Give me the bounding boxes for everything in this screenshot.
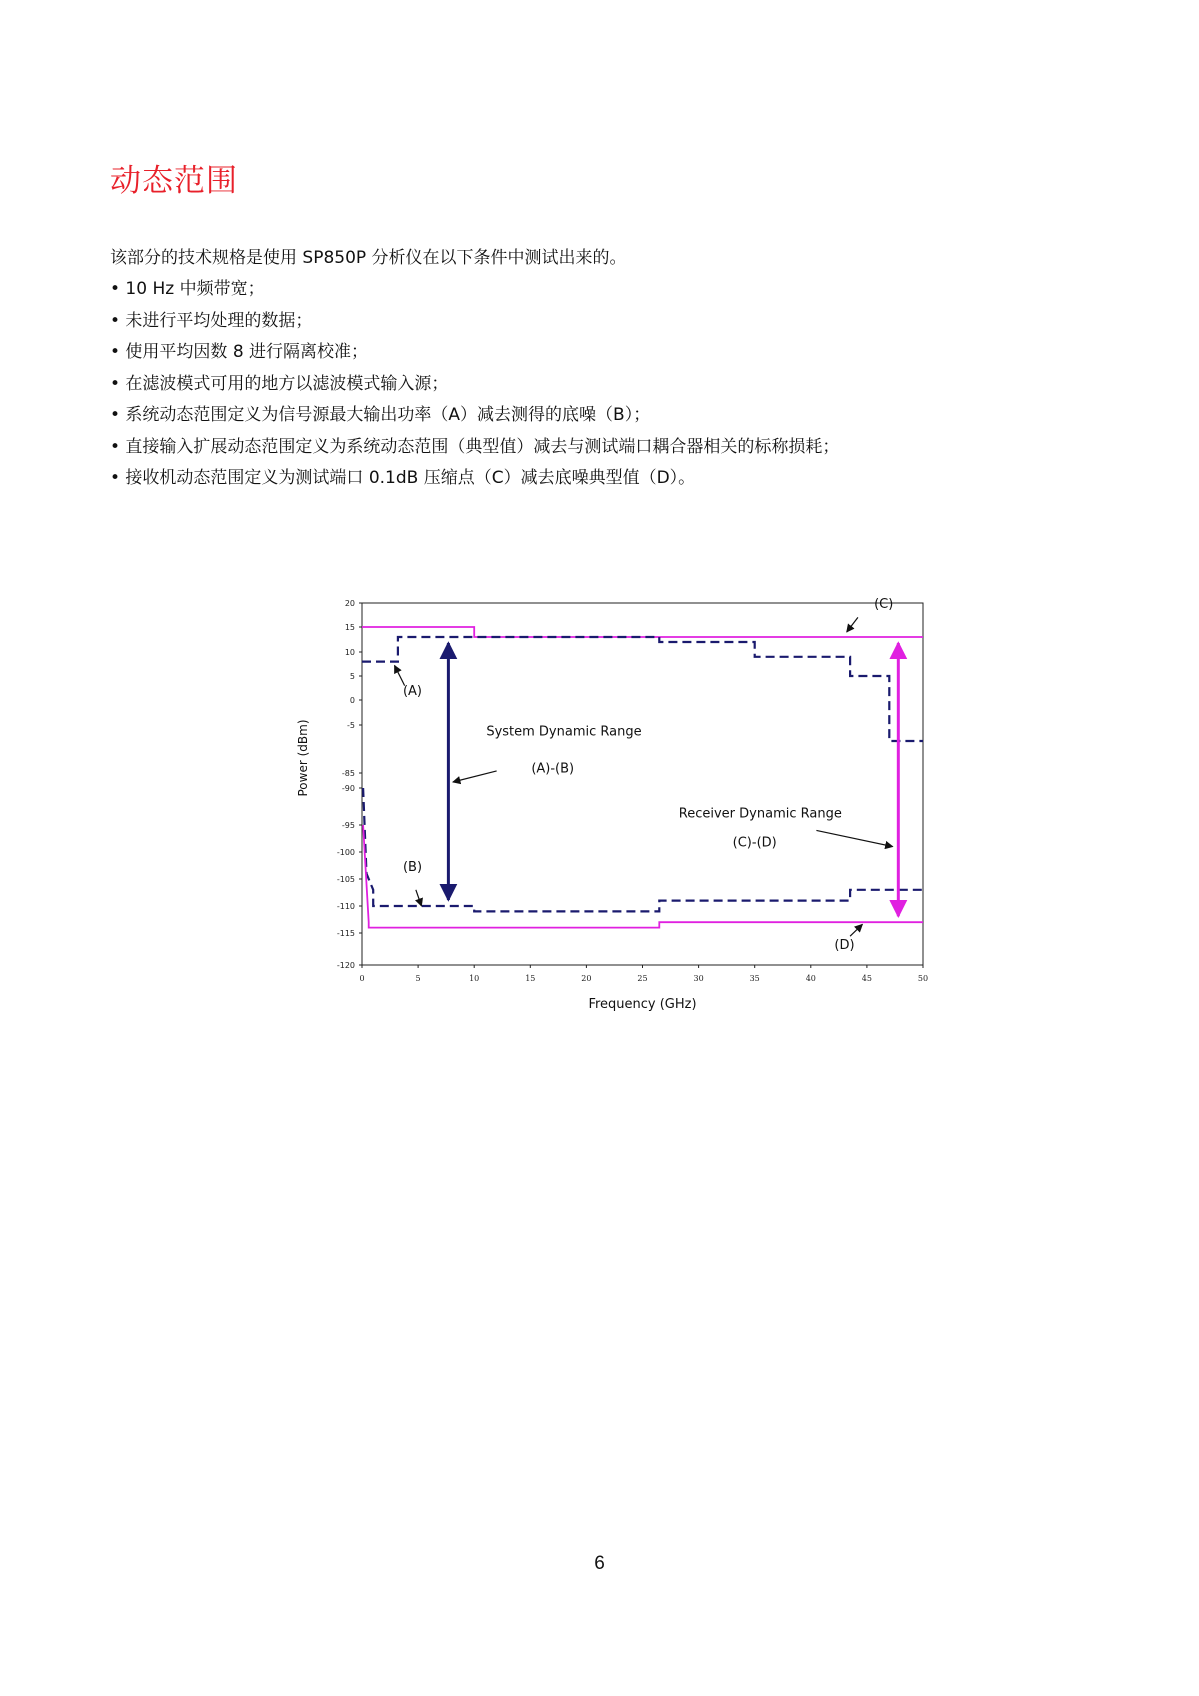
- x-tick-label: 30: [693, 974, 704, 983]
- y-tick-label: 20: [344, 599, 355, 608]
- y-tick-label: -5: [347, 721, 355, 730]
- y-tick-label: -90: [341, 784, 355, 793]
- section-title: 动态范围: [110, 163, 238, 199]
- annotation-pointer: [816, 830, 892, 846]
- y-tick-label: 15: [344, 623, 355, 632]
- chart-annotation: (C)-(D): [732, 835, 777, 851]
- series-line-magenta: [362, 627, 923, 637]
- annotation-pointer: [850, 924, 862, 936]
- x-tick-label: 0: [359, 974, 365, 983]
- annotation-pointer: [416, 890, 422, 906]
- x-tick-label: 35: [749, 974, 760, 983]
- chart-annotation: (A): [402, 684, 423, 700]
- chart-annotation: (D): [834, 938, 855, 953]
- series-line-navy-dashed: [362, 637, 923, 741]
- list-item: • 10 Hz 中频带宽；: [110, 279, 265, 299]
- list-item: • 接收机动态范围定义为测试端口 0.1dB 压缩点（C）减去底噪典型值（D）。: [110, 468, 696, 488]
- list-item: • 系统动态范围定义为信号源最大输出功率（A）减去测得的底噪（B）；: [110, 405, 651, 425]
- x-tick-label: 15: [525, 974, 536, 983]
- dynamic-range-chart: [280, 588, 940, 1028]
- list-item: • 直接输入扩展动态范围定义为系统动态范围（典型值）减去与测试端口耦合器相关的标称损耗；: [110, 436, 840, 457]
- annotation-pointer: [847, 617, 858, 632]
- x-tick-label: 50: [917, 974, 929, 983]
- annotation-pointer: [395, 665, 405, 685]
- x-tick-label: 40: [805, 974, 816, 983]
- chart-annotation: (A)-(B): [531, 761, 575, 777]
- y-tick-label: -110: [336, 902, 355, 911]
- chart-annotation: Receiver Dynamic Range: [678, 806, 842, 822]
- intro-paragraph: 该部分的技术规格是使用 SP850P 分析仪在以下条件中测试出来的。: [110, 248, 627, 268]
- page-number: 6: [594, 1553, 605, 1574]
- y-tick-label: -100: [336, 848, 355, 857]
- list-item: • 在滤波模式可用的地方以滤波模式输入源；: [110, 373, 449, 394]
- y-tick-label: -95: [341, 821, 355, 830]
- list-item: • 使用平均因数 8 进行隔离校准；: [110, 342, 369, 362]
- y-tick-label: -115: [336, 929, 355, 938]
- y-axis-label: Power (dBm): [296, 719, 310, 797]
- chart-svg: [280, 588, 940, 1028]
- chart-annotation: System Dynamic Range: [486, 724, 642, 740]
- y-tick-label: 0: [349, 696, 355, 705]
- x-tick-label: 20: [581, 974, 592, 983]
- y-tick-label: -85: [341, 769, 355, 778]
- annotation-pointer: [453, 771, 497, 782]
- x-axis-label: Frequency (GHz): [588, 997, 697, 1012]
- conditions-list: [110, 277, 839, 498]
- list-item: • 未进行平均处理的数据；: [110, 310, 313, 331]
- x-tick-label: 45: [861, 974, 872, 983]
- y-tick-label: -120: [336, 961, 355, 970]
- y-tick-label: -105: [336, 875, 355, 884]
- x-tick-label: 5: [415, 974, 421, 983]
- x-tick-label: 10: [469, 974, 480, 983]
- x-tick-label: 25: [637, 974, 648, 983]
- y-tick-label: 10: [344, 648, 355, 657]
- chart-annotation: (B): [402, 859, 423, 875]
- y-tick-label: 5: [349, 672, 355, 681]
- chart-annotation: (C): [874, 596, 894, 612]
